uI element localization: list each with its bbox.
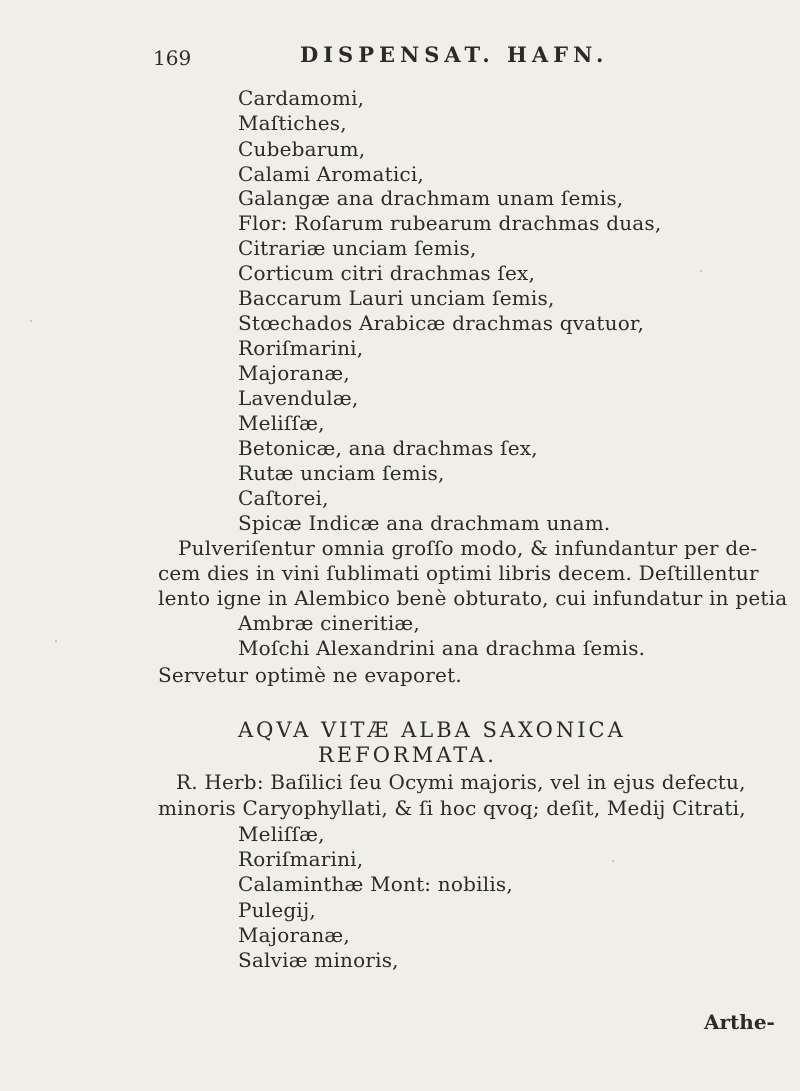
section-heading: AQVA VITÆ ALBA SAXONICA bbox=[238, 718, 626, 742]
text-line: Maſtiches, bbox=[238, 111, 347, 135]
text-line: Corticum citri drachmas ſex, bbox=[238, 261, 536, 285]
text-line: Ambræ cineritiæ, bbox=[238, 611, 420, 635]
text-line: Lavendulæ, bbox=[238, 386, 359, 410]
text-line: Servetur optimè ne evaporet. bbox=[158, 663, 462, 687]
text-line: Rutæ unciam ſemis, bbox=[238, 461, 445, 485]
paper-speck bbox=[55, 640, 57, 642]
paper-speck bbox=[700, 270, 702, 272]
text-line: Galangæ ana drachmam unam ſemis, bbox=[238, 186, 624, 210]
text-line: Citrariæ unciam ſemis, bbox=[238, 236, 477, 260]
text-line: minoris Caryophyllati, & ſi hoc qvoq; deſit, Medij Citrati, bbox=[158, 796, 746, 820]
text-line: Betonicæ, ana drachmas ſex, bbox=[238, 436, 538, 460]
text-line: lento igne in Alembico benè obturato, cui infundatur in petia bbox=[158, 586, 788, 610]
text-line: Flor: Roſarum rubearum drachmas duas, bbox=[238, 211, 662, 235]
section-heading: REFORMATA. bbox=[318, 743, 497, 767]
text-line: Spicæ Indicæ ana drachmam unam. bbox=[238, 511, 611, 535]
text-line: Caſtorei, bbox=[238, 486, 329, 510]
paper-speck bbox=[612, 860, 614, 862]
text-line: Majoranæ, bbox=[238, 923, 350, 947]
text-line: Calami Aromatici, bbox=[238, 162, 424, 186]
text-line: Meliſſæ, bbox=[238, 822, 325, 846]
text-line: Cardamomi, bbox=[238, 86, 365, 110]
text-line: Meliſſæ, bbox=[238, 411, 325, 435]
text-line: Baccarum Lauri unciam ſemis, bbox=[238, 286, 555, 310]
text-line: Majoranæ, bbox=[238, 361, 350, 385]
text-line: Roriſmarini, bbox=[238, 336, 364, 360]
text-line: Pulveriſentur omnia groſſo modo, & infundantur per de- bbox=[178, 536, 758, 560]
text-line: Moſchi Alexandrini ana drachma ſemis. bbox=[238, 636, 646, 660]
text-line: Salviæ minoris, bbox=[238, 948, 399, 972]
text-line: Stœchados Arabicæ drachmas qvatuor, bbox=[238, 311, 645, 335]
catchword: Arthe- bbox=[704, 1010, 775, 1034]
text-line: Roriſmarini, bbox=[238, 847, 364, 871]
text-line: Cubebarum, bbox=[238, 137, 366, 161]
paper-speck bbox=[30, 320, 32, 322]
text-line: R. Herb: Baſilici ſeu Ocymi majoris, vel in ejus defectu, bbox=[176, 770, 746, 794]
text-line: Pulegij, bbox=[238, 898, 316, 922]
text-line: cem dies in vini ſublimati optimi libris decem. Deſtillentur bbox=[158, 561, 759, 585]
page-number: 169 bbox=[153, 46, 192, 70]
running-title: DISPENSAT. HAFN. bbox=[300, 42, 609, 67]
text-line: Calaminthæ Mont: nobilis, bbox=[238, 872, 513, 896]
